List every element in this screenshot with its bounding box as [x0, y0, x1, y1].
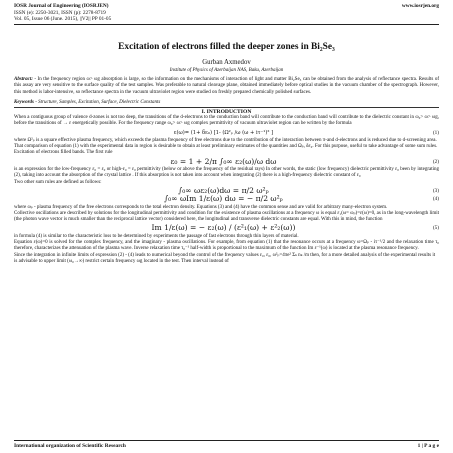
paragraph: Collective oscillations are described by solutions for the longitudinal permittivity and condition for the existence of plasma oscillations at a frequency ω is equal ε₁(ω= ωₚ)=ε(ω)=0, as in the long-wavelength limit (the photon wave vector is much smaller than the reciprocal lattice vector) considered here, the longitudinal and transverse dielectric constants are equal. With this in mind, the function: [14, 210, 439, 223]
footer-rule: [14, 440, 439, 441]
equation-4: [14, 196, 439, 202]
paper-author: Gurban Axmedov: [202, 58, 251, 66]
page-number: 1 | P a g e: [417, 443, 439, 449]
equation-expression: Im 1/ε(ω) = − ε₂(ω) / (ε²₁(ω) + ε²₂(ω)): [151, 223, 296, 233]
equation-5: [14, 225, 439, 231]
keywords: [14, 100, 439, 105]
paragraph: Two other sum rules are defined as follows:: [14, 179, 102, 185]
journal-name: IOSR Journal of Engineering (IOSRJEN): [14, 3, 109, 9]
paragraph: where ωₚ - plasma frequency of the free electrons corresponds to the total electron density. Equations (3) and (4) have the common sense and are valid for arbitrary many-electron system.: [14, 204, 388, 210]
paper-title: Excitation of electrons filled the deeper zones in Bi₂Se₃: [118, 41, 335, 52]
equation-number: (2): [432, 158, 439, 165]
paragraph: is an expression for the low-frequency ε₀ = ε₀ or high-ε₀ = ε₀ permittivity (below or above the frequency of the residual rays) In other words, the static (low frequency) dielectric permittivity ε₀ been by integrating (2), taking into account the absorption of the crystal lattice . If this absorption is not taken into account when integrating (2) there is a high-frequency dielectric constant of ε₀: [14, 167, 439, 179]
abstract: [14, 77, 439, 96]
paragraph: Since the integration in infinite limits of expression (2) - (4) leads to numerical beyond the control of the frequency values ε₀, ε₀, ω²ₚ=4πe² Σₖ nₖ /m then, for a more detailed analysis of the experimental results it: [14, 252, 436, 258]
abstract-label: Abstract:: [14, 76, 33, 82]
equation-2: [14, 156, 439, 166]
equation-number: (3): [432, 187, 439, 194]
equation-number: (4): [432, 196, 439, 203]
journal-website-block: [402, 3, 439, 23]
journal-header: [14, 3, 439, 23]
equation-expression: ∫₀∞ ωε₂(ω)dω = π/2 ω²ₚ: [178, 185, 269, 195]
paragraph: Excitation of electrons filled bands. The first rule: [14, 150, 113, 156]
section-heading: I. INTRODUCTION: [201, 109, 252, 115]
page-footer: [14, 440, 439, 449]
footer-organization: International organization of Scientific Research: [14, 443, 126, 449]
paragraph: is advisable to upper limit (ω₀→∞) restrict certain frequency ωg located in the test. Then interval instead of: [14, 258, 229, 264]
equation-expression: ∫₀∞ ωIm 1/ε(ω) dω = − π/2 ω²ₚ: [164, 194, 283, 204]
equation-expression: ε₀ = 1 + 2/π ∫₀∞ ε₂(ω)/ω dω: [170, 156, 277, 166]
paragraph: When a contiguous group of valence d-zones is not too deep, the transitions of the d-electrons to the conduction band will contribute to the conduction band will contribute to the dielectric constant in ω₀> ω> ωg, before the transitions of → ε energetically possible. For the frequency range ω₀> ω> ωg complex permittivity of vacuum ultraviolet region can be written by the formula: [14, 115, 439, 127]
journal-issn: ISSN (e): 2250-3021, ISSN (p): 2278-8719: [14, 9, 106, 16]
journal-info: [14, 3, 111, 23]
equation-1: [14, 130, 439, 136]
keywords-label: Keywords: [14, 100, 34, 105]
equation-number: (1): [432, 129, 439, 136]
paragraph: where Ω²ₚ is a square effective plasma frequency, which exceeds the plasma frequency of free electrons due to the contribution of the interaction between π-and d-electrons and is reduced due to d-screening area.: [14, 137, 437, 143]
paragraph: That comparison of equation (1) with the experimental data in region is desirable to obtain at least preliminary estimates of the quantities and Ωₚ, δε₀. For this purpose, useful to take advantage of some sum rules.: [14, 144, 438, 150]
body-text: [14, 115, 439, 265]
abstract-text: - In the frequency region ω> ωg absorption is large, so the information on the mechanisms of interaction of light and matter Bi₂Se₃ can be obtained from the analysis of reflectance spectra. Results of this assay are very sensitive to the surface quality of the test samples. Was preferable to natural cleavage plane, obtained immediately before optical studies in the vacuum chamber of the spectrograph. However, this method is labor-intensive, so reflectance spectra in the vacuum ultraviolet region were studied on freshly prepared chemically polished surfaces.: [14, 76, 439, 95]
paragraph: Equation ε(ω)=0 is solved for the complex frequency, and the imaginary - plasma oscillations. For example, from equation (1) that the resonance occurs at a frequency ω=Ωₚ - iτ⁻¹/2 and the relaxation time τ₀ therefore, characterizes the attenuation of the plasma wave. Inverse relaxation time τ₀⁻¹ half-width is proportional to the maximum of the function Im ε⁻¹(ω) is located at the plasma resonance frequency.: [14, 240, 439, 252]
header-rule: [14, 24, 439, 25]
equation-expression: ε(ω)= (1+ δε₀) [1- (Ω²ₚ /ω (ω + iτ⁻¹)² ]: [173, 129, 274, 136]
author-affiliation: Institute of Physics of Azerbaijan NAS, Baku, Azerbaijan: [169, 67, 284, 73]
footer-row: [14, 443, 439, 449]
equation-number: (5): [432, 225, 439, 232]
section-rule: [14, 107, 439, 108]
paragraph: in formula (4) is similar to the characteristic loss to be determined by experiments the passage of fast electrons through thin layers of material.: [14, 233, 299, 239]
journal-volume: Vol. 05, Issue 06 (June. 2015), ||V2|| PP 01-05: [14, 16, 112, 23]
keywords-text: - Structure, Samples, Excitation, Surface, Dielectric Constants: [35, 100, 161, 105]
journal-website: www.iosrjen.org: [401, 3, 439, 9]
